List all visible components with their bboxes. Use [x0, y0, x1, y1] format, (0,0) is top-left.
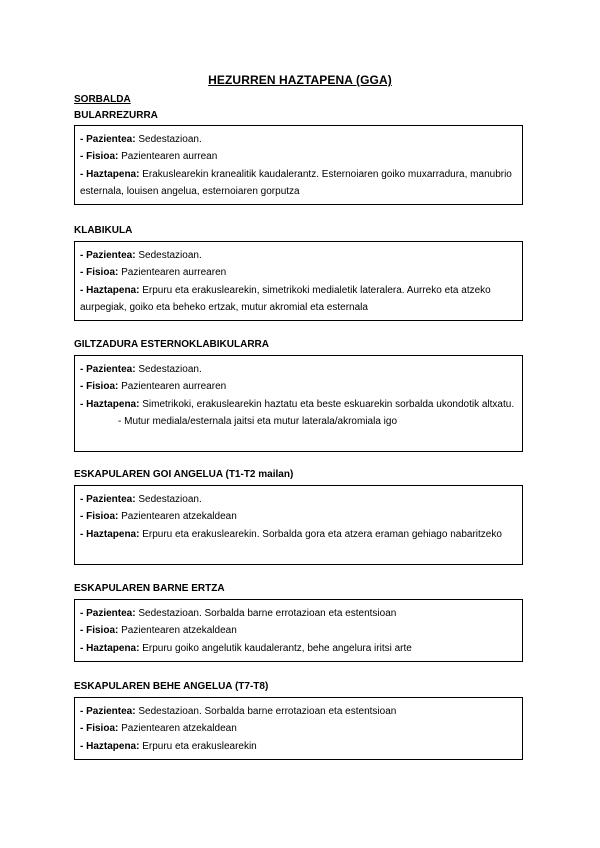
physio-text: Pazientearen atzekaldean	[118, 511, 237, 523]
physio-line	[80, 378, 518, 395]
physio-label: - Fisioa:	[80, 625, 119, 637]
patient-line	[80, 247, 518, 264]
palpation-label: - Haztapena:	[80, 284, 140, 296]
physio-label: - Fisioa:	[80, 381, 119, 393]
palpation-label: - Haztapena:	[80, 398, 140, 410]
palpation-text: Simetrikoki, erakuslearekin haztatu eta beste eskuarekin sorbalda ukondotik altxatu.	[139, 398, 515, 410]
info-box-klabikula	[74, 241, 523, 321]
physio-text: Pazientearen aurrearen	[118, 267, 227, 279]
palpation-sub-line: - Mutur mediala/esternala jaitsi eta mutur laterala/akromiala igo	[118, 415, 398, 427]
palpation-label: - Haztapena:	[80, 168, 140, 180]
block-title-goi-angelua: ESKAPULAREN GOI ANGELUA (T1-T2 mailan)	[74, 469, 294, 480]
patient-line	[80, 131, 518, 148]
page-title: HEZURREN HAZTAPENA (GGA)	[208, 73, 392, 87]
physio-line	[80, 148, 518, 165]
block-title-behe-angelua: ESKAPULAREN BEHE ANGELUA (T7-T8)	[74, 681, 269, 692]
palpation-label: - Haztapena:	[80, 528, 140, 540]
physio-line	[80, 508, 518, 525]
physio-label: - Fisioa:	[80, 151, 119, 163]
palpation-line	[80, 738, 518, 755]
section-heading: SORBALDA	[74, 94, 131, 105]
physio-text: Pazientearen aurrearen	[118, 381, 227, 393]
physio-label: - Fisioa:	[80, 267, 119, 279]
physio-label: - Fisioa:	[80, 511, 119, 523]
palpation-text: Erpuru eta erakuslearekin. Sorbalda gora eta atzera eraman gehiago nabaritzeko	[139, 528, 502, 540]
patient-line	[80, 703, 518, 720]
patient-line	[80, 361, 518, 378]
patient-text: Sedestazioan.	[135, 250, 202, 261]
physio-line	[80, 720, 518, 737]
patient-label: - Pazientea:	[80, 364, 136, 375]
physio-line	[80, 264, 518, 281]
physio-text: Pazientearen atzekaldean	[118, 723, 237, 735]
palpation-text: Erpuru eta erakuslearekin, simetrikoki medialetik lateralera. Aurreko eta atzeko aurpegiak, goiko eta beheko ertzak, mutur akromial eta esternala	[80, 284, 491, 313]
palpation-line	[80, 640, 518, 657]
patient-line	[80, 605, 518, 622]
info-box-barne-ertza	[74, 599, 523, 662]
block-title-barne-ertza: ESKAPULAREN BARNE ERTZA	[74, 583, 225, 594]
palpation-line	[80, 526, 518, 543]
info-box-giltzadura	[74, 355, 523, 452]
block-title-klabikula: KLABIKULA	[74, 225, 133, 236]
palpation-label: - Haztapena:	[80, 642, 140, 654]
patient-text: Sedestazioan.	[135, 134, 202, 145]
patient-label: - Pazientea:	[80, 494, 136, 505]
block-title-bularrezurra: BULARREZURRA	[74, 110, 158, 121]
patient-text: Sedestazioan.	[135, 494, 202, 505]
info-box-bularrezurra	[74, 125, 523, 205]
palpation-text: Erakuslearekin kranealitik kaudalerantz. Esternoiaren goiko muxarradura, manubrio esternala, louisen angelua, esternoiaren gorputza	[80, 168, 512, 197]
palpation-line	[80, 396, 518, 413]
info-box-goi-angelua	[74, 485, 523, 565]
physio-label: - Fisioa:	[80, 723, 119, 735]
physio-line	[80, 622, 518, 639]
palpation-text: Erpuru goiko angelutik kaudalerantz, behe angelura iritsi arte	[139, 642, 412, 654]
palpation-line	[80, 282, 518, 317]
patient-text: Sedestazioan.	[135, 364, 202, 375]
physio-text: Pazientearen aurrean	[118, 151, 218, 163]
palpation-text: Erpuru eta erakuslearekin	[139, 740, 257, 752]
palpation-label: - Haztapena:	[80, 740, 140, 752]
patient-text: Sedestazioan. Sorbalda barne errotazioan eta estentsioan	[135, 706, 397, 717]
patient-line	[80, 491, 518, 508]
info-box-behe-angelua	[74, 697, 523, 760]
physio-text: Pazientearen atzekaldean	[118, 625, 237, 637]
patient-text: Sedestazioan. Sorbalda barne errotazioan eta estentsioan	[135, 608, 397, 619]
patient-label: - Pazientea:	[80, 706, 136, 717]
patient-label: - Pazientea:	[80, 608, 136, 619]
patient-label: - Pazientea:	[80, 250, 136, 261]
block-title-giltzadura: GILTZADURA ESTERNOKLABIKULARRA	[74, 339, 269, 350]
patient-label: - Pazientea:	[80, 134, 136, 145]
palpation-line	[80, 166, 518, 201]
